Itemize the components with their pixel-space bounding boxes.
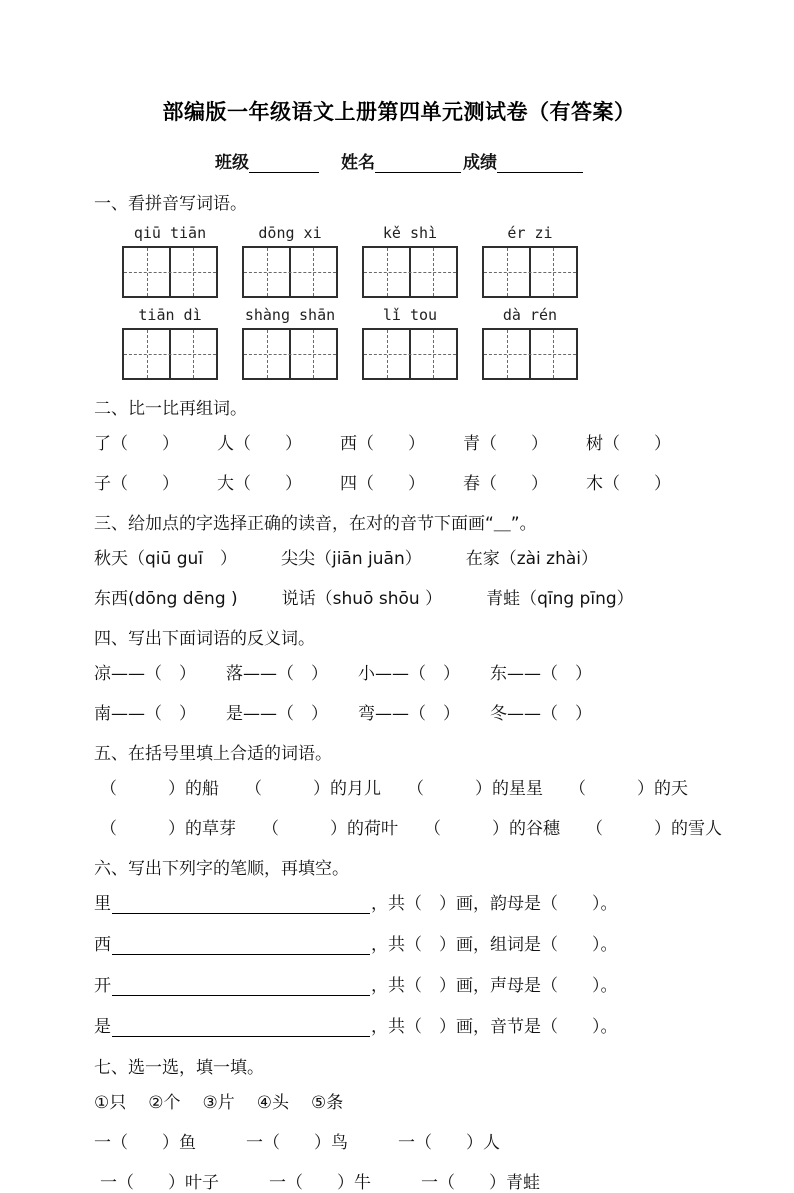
section-1-header: 一、看拼音写词语。: [94, 194, 247, 214]
stroke-char: 开: [94, 976, 111, 996]
stroke-order-blank[interactable]: [112, 1020, 370, 1037]
fill-word-item: （ ）的草芽: [100, 819, 236, 839]
word-compare-item: 木（ ）: [586, 474, 671, 494]
fill-word-item: （ ）的船: [100, 779, 219, 799]
writing-grid[interactable]: [242, 246, 338, 298]
antonym-row-2: [94, 699, 704, 724]
pronunciation-item: 东西(dōng dēng ): [94, 589, 238, 609]
writing-grid[interactable]: [482, 246, 578, 298]
stroke-suffix: ，共（ ）画，韵母是（ ）。: [371, 894, 618, 914]
measure-word-item: 一（ ）人: [398, 1133, 500, 1153]
word-compare-item: 大（ ）: [217, 474, 302, 494]
writing-grid-row-1: [122, 246, 704, 298]
writing-grid[interactable]: [122, 246, 218, 298]
word-compare-item: 人（ ）: [217, 434, 302, 454]
fill-word-row-1: [100, 774, 704, 799]
word-compare-item: 春（ ）: [463, 474, 548, 494]
pinyin-label: tiān dì: [138, 306, 202, 324]
pinyin-label: ér zi: [507, 224, 553, 242]
name-blank[interactable]: [375, 156, 461, 173]
pronunciation-row-1: [94, 544, 704, 569]
fill-word-item: （ ）的谷穗: [424, 819, 560, 839]
writing-grid[interactable]: [362, 328, 458, 380]
measure-word-item: 一（ ）青蛙: [421, 1173, 540, 1193]
measure-word-option: ⑤条: [311, 1093, 344, 1113]
score-blank[interactable]: [497, 156, 583, 173]
measure-word-options: [94, 1088, 704, 1113]
word-compare-item: 西（ ）: [340, 434, 425, 454]
fill-word-item: （ ）的荷叶: [262, 819, 398, 839]
writing-grid[interactable]: [242, 328, 338, 380]
section-7-header: 七、选一选，填一填。: [94, 1058, 264, 1078]
pinyin-label: lǐ tou: [382, 306, 438, 324]
stroke-suffix: ，共（ ）画，声母是（ ）。: [371, 976, 618, 996]
measure-word-item: 一（ ）叶子: [100, 1173, 219, 1193]
stroke-suffix: ，共（ ）画，音节是（ ）。: [371, 1017, 618, 1037]
writing-grid[interactable]: [362, 246, 458, 298]
word-compare-item: 树（ ）: [586, 434, 671, 454]
stroke-order-line: [94, 930, 704, 955]
antonym-item: 小——（ ）: [358, 664, 460, 684]
antonym-item: 落——（ ）: [226, 664, 328, 684]
word-compare-item: 四（ ）: [340, 474, 425, 494]
stroke-order-blank[interactable]: [112, 897, 370, 914]
measure-word-option: ④头: [256, 1093, 289, 1113]
stroke-char: 里: [94, 894, 111, 914]
measure-word-option: ①只: [94, 1093, 127, 1113]
pinyin-label: shàng shān: [244, 306, 336, 324]
pronunciation-row-2: [94, 584, 704, 609]
pinyin-label: qiū tiān: [133, 224, 207, 242]
section-6-header: 六、写出下列字的笔顺，再填空。: [94, 859, 349, 879]
measure-word-item: 一（ ）牛: [269, 1173, 371, 1193]
fill-word-item: （ ）的雪人: [586, 819, 722, 839]
measure-word-row-2: [100, 1168, 704, 1193]
pinyin-label: kě shì: [382, 224, 438, 242]
word-compare-row-2: [94, 469, 704, 494]
stroke-order-blank[interactable]: [112, 938, 370, 955]
measure-word-item: 一（ ）鸟: [246, 1133, 348, 1153]
page-title: 部编版一年级语文上册第四单元测试卷（有答案）: [162, 100, 636, 124]
pronunciation-item: 秋天（qiū guī ）: [94, 549, 237, 569]
stroke-char: 是: [94, 1017, 111, 1037]
fill-word-item: （ ）的星星: [407, 779, 543, 799]
pinyin-label: dà rén: [502, 306, 558, 324]
pronunciation-item: 说话（shuō shōu ）: [281, 589, 443, 609]
stroke-order-blank[interactable]: [112, 979, 370, 996]
measure-word-row-1: [94, 1128, 704, 1153]
measure-word-option: ②个: [148, 1093, 181, 1113]
stroke-char: 西: [94, 935, 111, 955]
score-label: 成绩: [463, 153, 497, 173]
section-2-header: 二、比一比再组词。: [94, 399, 247, 419]
stroke-order-line: [94, 971, 704, 996]
measure-word-option: ③片: [202, 1093, 235, 1113]
word-compare-item: 青（ ）: [463, 434, 548, 454]
antonym-item: 冬——（ ）: [490, 704, 592, 724]
fill-word-item: （ ）的月儿: [245, 779, 381, 799]
fill-word-row-2: [100, 814, 722, 839]
fill-word-item: （ ）的天: [569, 779, 688, 799]
pinyin-label: dōng xi: [258, 224, 322, 242]
antonym-row-1: [94, 659, 704, 684]
pronunciation-item: 尖尖（jiān juān）: [280, 549, 422, 569]
section-4-header: 四、写出下面词语的反义词。: [94, 629, 315, 649]
name-label: 姓名: [341, 153, 375, 173]
antonym-item: 东——（ ）: [490, 664, 592, 684]
pronunciation-item: 青蛙（qīng pīng）: [486, 589, 634, 609]
measure-word-item: 一（ ）鱼: [94, 1133, 196, 1153]
section-3-header: 三、给加点的字选择正确的读音，在对的音节下面画“＿”。: [94, 514, 537, 534]
section-5-header: 五、在括号里填上合适的词语。: [94, 744, 332, 764]
antonym-item: 是——（ ）: [226, 704, 328, 724]
pronunciation-item: 在家（zài zhài）: [465, 549, 599, 569]
stroke-order-line: [94, 889, 704, 914]
word-compare-item: 子（ ）: [94, 474, 179, 494]
antonym-item: 南——（ ）: [94, 704, 196, 724]
word-compare-item: 了（ ）: [94, 434, 179, 454]
antonym-item: 凉——（ ）: [94, 664, 196, 684]
class-blank[interactable]: [249, 156, 319, 173]
antonym-item: 弯——（ ）: [358, 704, 460, 724]
pinyin-row-1: [122, 224, 704, 242]
writing-grid[interactable]: [122, 328, 218, 380]
writing-grid[interactable]: [482, 328, 578, 380]
class-label: 班级: [215, 153, 249, 173]
stroke-order-line: [94, 1012, 704, 1037]
student-info-line: [94, 148, 704, 173]
word-compare-row-1: [94, 429, 704, 454]
stroke-suffix: ，共（ ）画，组词是（ ）。: [371, 935, 618, 955]
pinyin-row-2: [122, 306, 704, 324]
writing-grid-row-2: [122, 328, 704, 380]
